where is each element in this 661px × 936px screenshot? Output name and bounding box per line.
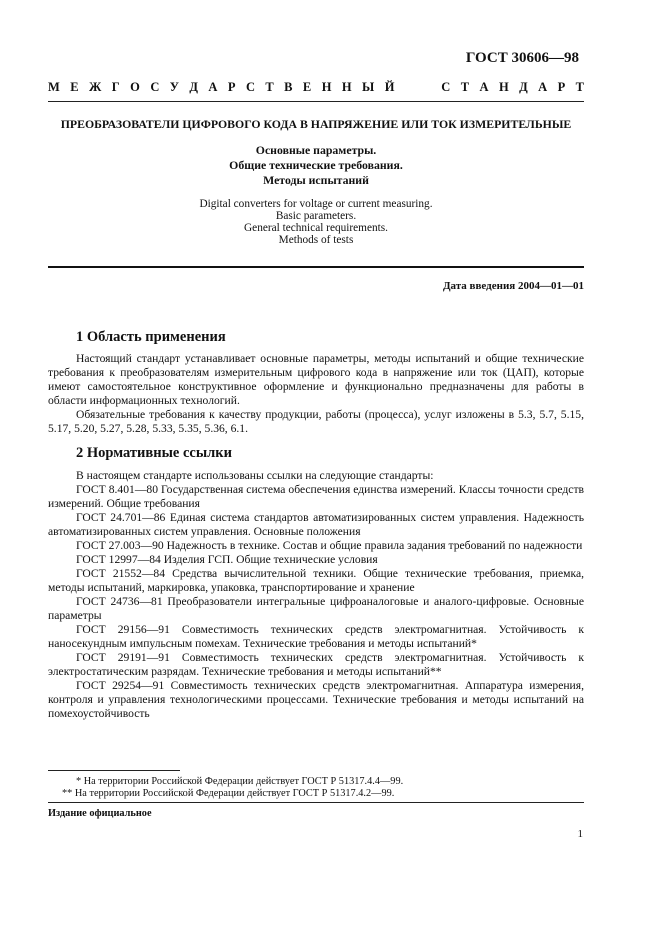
reference-item: ГОСТ 27.003—90 Надежность в технике. Состав и общие правила задания требований по надежности [76,539,583,552]
category-letter: Е [302,80,312,94]
category-letter: Р [227,80,236,94]
subtitle-line: Основные параметры. [255,143,377,157]
paragraph: Обязательные требования к качеству продукции, работы (процесса), услуг изложены в 5.3, 5.7, 5.15, 5.17, 5.20, 5.27, 5.28, 5.33, 5.35, 5.36, 6.1. [48,408,584,435]
category-letter: Н [498,80,509,94]
category-letter: Т [575,80,584,94]
standard-code: ГОСТ 30606—98 [465,50,579,66]
introduction-date: Дата введения 2004—01—01 [442,280,584,292]
title-russian-main: ПРЕОБРАЗОВАТЕЛИ ЦИФРОВОГО КОДА В НАПРЯЖЕНИЕ ИЛИ ТОК ИЗМЕРИТЕЛЬНЫЕ [60,117,572,131]
category-letter: С [441,80,451,94]
category-letter: Н [321,80,332,94]
section-references-body [48,469,584,721]
header-rule [48,101,584,102]
category-letter: Н [341,80,352,94]
title-russian-subtitle [48,143,584,188]
category-letter: Т [460,80,470,94]
category-letter: Е [70,80,79,94]
title-rule [48,266,584,268]
reference-item: ГОСТ 29156—91 Совместимость технических средств электромагнитная. Устойчивость к наносекундным импульсным помехам. Технические требования и методы испытаний* [48,623,584,650]
paragraph: В настоящем стандарте использованы ссылки на следующие стандарты: [76,469,434,482]
category-letter: Д [189,80,198,94]
reference-item: ГОСТ 29191—91 Совместимость технических средств электромагнитная. Устойчивость к электростатическим разрядам. Технические требования и методы испытаний** [48,651,584,678]
section-heading-scope: 1 Область применения [76,329,226,345]
page-number: 1 [577,828,583,840]
category-letter: А [479,80,489,94]
reference-item: ГОСТ 8.401—80 Государственная система обеспечения единства измерений. Классы точности средств измерений. Общие требования [48,483,584,510]
category-letter: М [48,80,60,94]
category-letter: Й [384,80,395,94]
footnote-rule [48,770,180,771]
reference-item: ГОСТ 29254—91 Совместимость технических средств электромагнитная. Аппаратура измерения, контроля и управления технологическими процессами. Технические требования и методы испытаний на помехоустойчивость [48,679,584,720]
standard-category [48,80,584,95]
english-title-line: Basic parameters. [275,210,357,222]
category-letter: С [245,80,255,94]
section-heading-references: 2 Нормативные ссылки [76,445,232,461]
reference-item: ГОСТ 12997—84 Изделия ГСП. Общие технические условия [76,553,378,566]
reference-item: ГОСТ 21552—84 Средства вычислительной техники. Общие технические требования, приемка, методы испытаний, маркировка, упаковка, транспортирование и хранение [48,567,584,594]
category-letter: О [130,80,140,94]
footnotes [62,776,582,800]
title-english [48,198,584,246]
category-letter: Д [519,80,528,94]
category-word-gap [405,80,431,95]
category-letter: Ж [89,80,102,94]
subtitle-line: Методы испытаний [263,173,369,187]
english-title-line: General technical requirements. [244,222,388,234]
category-letter: С [150,80,160,94]
english-title-line: Digital converters for voltage or current measuring. [199,198,433,210]
footnote: ** На территории Российской Федерации действует ГОСТ Р 51317.4.2—99. [62,788,395,799]
category-letter: Т [265,80,274,94]
category-letter: Ы [362,80,375,94]
section-scope-body [48,352,584,436]
edition-label: Издание официальное [48,808,152,819]
footnote: * На территории Российской Федерации действует ГОСТ Р 51317.4.4—99. [76,776,404,787]
category-letter: В [284,80,293,94]
category-letter: Г [111,80,120,94]
reference-item: ГОСТ 24.701—86 Единая система стандартов автоматизированных систем управления. Надежность автоматизированных систем управления. Основные положения [48,511,584,538]
paragraph: Настоящий стандарт устанавливает основные параметры, методы испытаний и общие технические требования к преобразователям измерительным цифрового кода в напряжение или ток (ЦАП), которые имеют самостоятельное конструктивное оформление и функционально предназначены для работы в области информационных технологий. [48,352,584,407]
subtitle-line: Общие технические требования. [229,158,403,172]
reference-item: ГОСТ 24736—81 Преобразователи интегральные цифроаналоговые и аналого-цифровые. Основные параметры [48,595,584,622]
footer-rule [48,802,584,803]
category-letter: А [538,80,548,94]
category-letter: Р [557,80,566,94]
category-letter: У [169,80,179,94]
category-letter: А [208,80,218,94]
english-title-line: Methods of tests [278,234,354,246]
